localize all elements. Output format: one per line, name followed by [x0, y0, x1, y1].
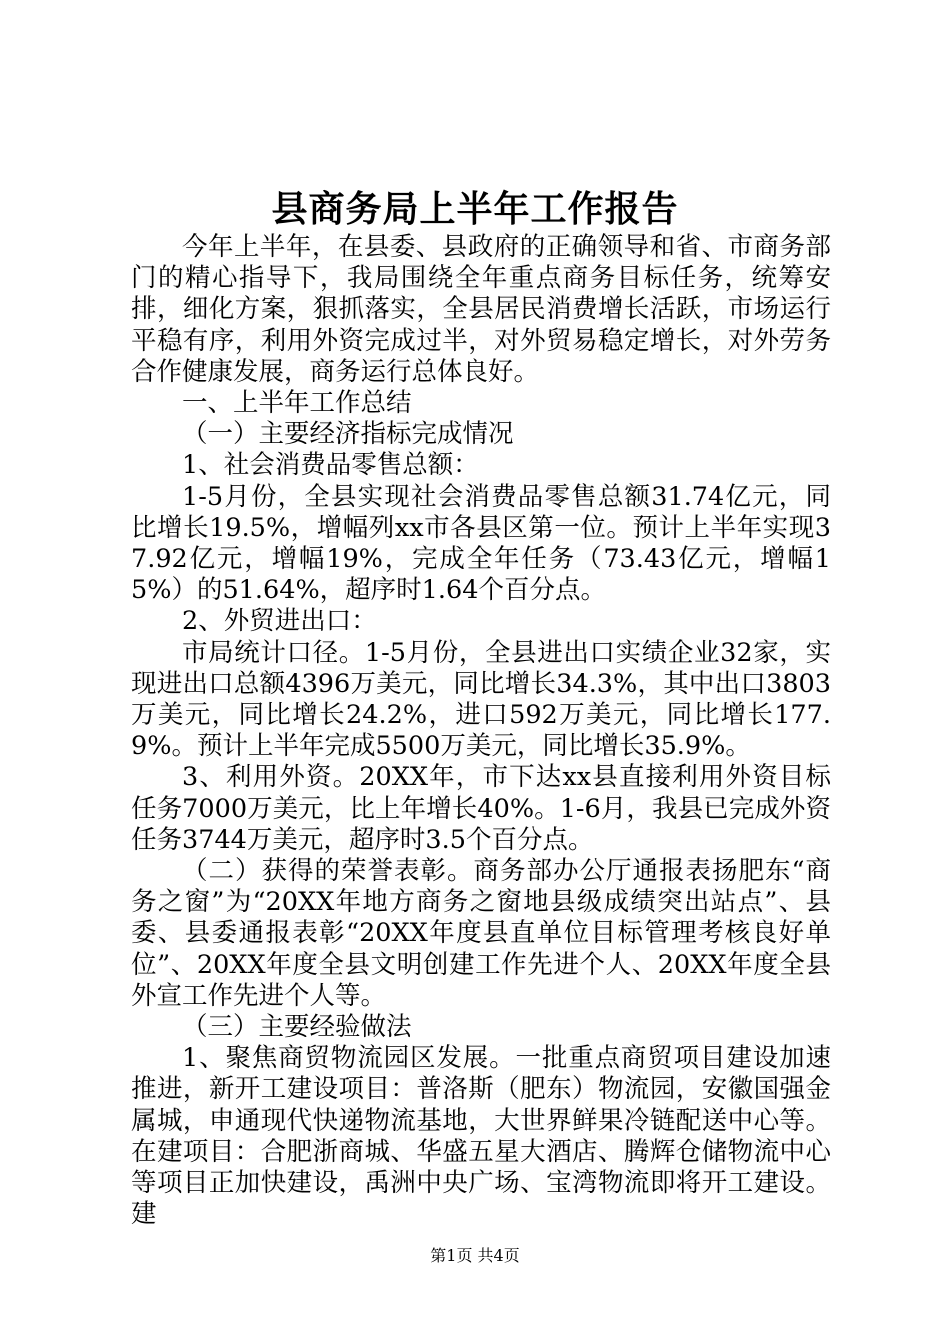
document-body: [131, 232, 831, 1231]
subsection-heading-experience: （三）主要经验做法: [182, 1012, 412, 1043]
document-title: 县商务局上半年工作报告: [271, 188, 679, 230]
paragraph-trade: 市局统计口径。1-5月份，全县进出口实绩企业32家，实现进出口总额4396万美元，同比增长34.3%，其中出口3803万美元，同比增长24.2%，进口592万美元，同比增长177.9%。预计上半年完成5500万美元，同比增长35.9%。: [131, 637, 831, 762]
paragraph-intro: 今年上半年，在县委、县政府的正确领导和省、市商务部门的精心指导下，我局围绕全年重点商务目标任务，统筹安排，细化方案，狠抓落实，全县居民消费增长活跃，市场运行平稳有序，利用外资完成过半，对外贸易稳定增长，对外劳务合作健康发展，商务运行总体良好。: [131, 232, 831, 387]
section-heading-summary: 一、上半年工作总结: [182, 388, 412, 419]
subsection-heading-indicators: （一）主要经济指标完成情况: [182, 419, 514, 450]
page-footer: 第1页 共4页: [430, 1246, 520, 1265]
paragraph-foreign-investment: 3、利用外资。20XX年，市下达xx县直接利用外资目标任务7000万美元，比上年增长40%。1-6月，我县已完成外资任务3744万美元，超序时3.5个百分点。: [131, 762, 831, 855]
paragraph-retail: 1-5月份，全县实现社会消费品零售总额31.74亿元，同比增长19.5%，增幅列xx市各县区第一位。预计上半年实现37.92亿元，增幅19%，完成全年任务（73.43亿元，增幅15%）的51.64%，超序时1.64个百分点。: [131, 481, 831, 606]
item-heading-retail: 1、社会消费品零售总额：: [182, 450, 479, 481]
paragraph-logistics: 1、聚焦商贸物流园区发展。一批重点商贸项目建设加速推进，新开工建设项目：普洛斯（肥东）物流园，安徽国强金属城，申通现代快递物流基地，大世界鲜果冷链配送中心等。在建项目：合肥浙商城、华盛五星大酒店、腾辉仓储物流中心等项目正加快建设，禹洲中央广场、宝湾物流即将开工建设。建: [131, 1043, 831, 1230]
item-heading-trade: 2、外贸进出口：: [182, 606, 377, 637]
paragraph-honors: （二）获得的荣誉表彰。商务部办公厅通报表扬肥东“商务之窗”为“20XX年地方商务之窗地县级成绩突出站点”、县委、县委通报表彰“20XX年度县直单位目标管理考核良好单位”、20XX年度全县文明创建工作先进个人、20XX年度全县外宣工作先进个人等。: [131, 856, 831, 1011]
